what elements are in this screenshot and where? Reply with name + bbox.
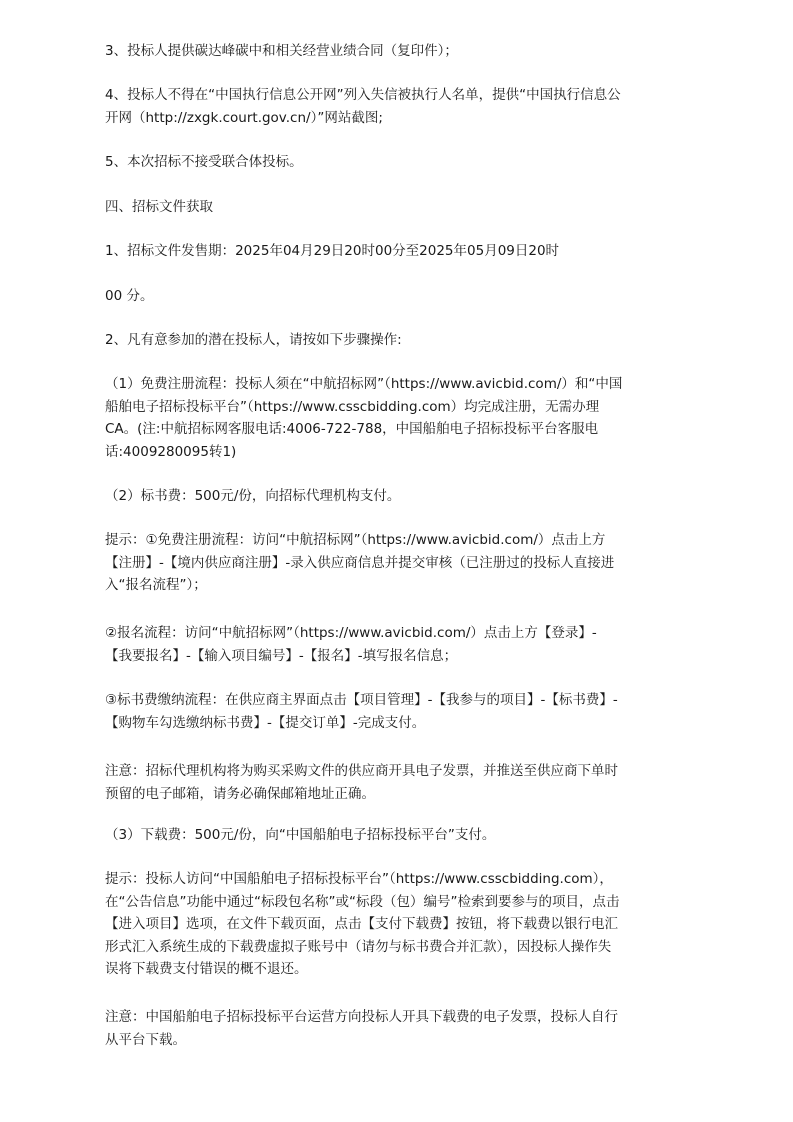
text-line: 从平台下载。 [105, 1031, 186, 1048]
paragraph [105, 373, 695, 463]
text-line: 预留的电子邮箱，请务必确保邮箱地址正确。 [105, 785, 375, 802]
text-line: 在“公告信息”功能中通过“标段包名称”或“标段（包）编号”检索到要参与的项目，点击 [105, 893, 620, 910]
text-line: 船舶电子招标投标平台”（https://www.csscbidding.com）均完成注册，无需办理 [105, 398, 600, 415]
section-heading: 四、招标文件获取 [105, 199, 213, 215]
text-line: 注意：中国船舶电子招标投标平台运营方向投标人开具下载费的电子发票，投标人自行 [105, 1009, 618, 1025]
paragraph [105, 760, 695, 805]
text-line: 【我要报名】-【输入项目编号】-【报名】-填写报名信息； [105, 647, 458, 664]
text-line: 话:4009280095转1) [105, 443, 237, 460]
text-line: 1、招标文件发售期：2025年04月29日20时00分至2025年05月09日20时 [105, 243, 560, 259]
text-line: 【进入项目】选项，在文件下载页面，点击【支付下载费】按钮，将下载费以银行电汇 [105, 916, 618, 932]
text-line: ③标书费缴纳流程：在供应商主界面点击【项目管理】-【我参与的项目】-【标书费】- [105, 692, 618, 708]
text-line: 提示：投标人访问“中国船舶电子招标投标平台”（https://www.csscbidding.com）， [105, 871, 613, 887]
text-line: 4、投标人不得在“中国执行信息公开网”列入失信被执行人名单，提供“中国执行信息公 [105, 87, 621, 103]
paragraph [105, 1006, 695, 1051]
paragraph [105, 689, 695, 734]
paragraph [105, 622, 695, 667]
text-line: 3、投标人提供碳达峰碳中和相关经营业绩合同（复印件）； [105, 43, 458, 59]
paragraph [105, 84, 695, 129]
text-line: 【购物车勾选缴纳标书费】-【提交订单】-完成支付。 [105, 714, 426, 731]
text-line: 提示：①免费注册流程：访问“中航招标网”（https://www.avicbid.com/）点击上方 [105, 532, 606, 548]
text-line: 注意：招标代理机构将为购买采购文件的供应商开具电子发票，并推送至供应商下单时 [105, 763, 618, 779]
text-line: 形式汇入系统生成的下载费虚拟子账号中（请勿与标书费合并汇款），因投标人操作失 [105, 938, 612, 955]
text-line: （1）免费注册流程：投标人须在“中航招标网”（https://www.avicbid.com/）和“中国 [105, 376, 623, 392]
text-line: ②报名流程：访问“中航招标网”（https://www.avicbid.com/）点击上方【登录】- [105, 625, 597, 641]
text-line: 2、凡有意参加的潜在投标人，请按如下步骤操作: [105, 332, 402, 348]
text-line: 5、本次招标不接受联合体投标。 [105, 154, 303, 170]
paragraph [105, 529, 695, 597]
text-line: CA。(注:中航招标网客服电话:4006-722-788，中国船舶电子招标投标平台客服电 [105, 421, 599, 437]
text-line: 开网（http://zxgk.court.gov.cn/）”网站截图; [105, 109, 383, 126]
paragraph [105, 868, 695, 981]
text-line: （3）下载费：500元/份，向“中国船舶电子招标投标平台”支付。 [105, 827, 496, 843]
text-line: 【注册】-【境内供应商注册】-录入供应商信息并提交审核（已注册过的投标人直接进 [105, 554, 615, 571]
text-line: 误将下载费支付错误的概不退还。 [105, 961, 308, 977]
text-line: 入“报名流程”）； [105, 577, 207, 593]
text-line: 00 分。 [105, 288, 154, 304]
text-line: （2）标书费：500元/份，向招标代理机构支付。 [105, 488, 401, 504]
